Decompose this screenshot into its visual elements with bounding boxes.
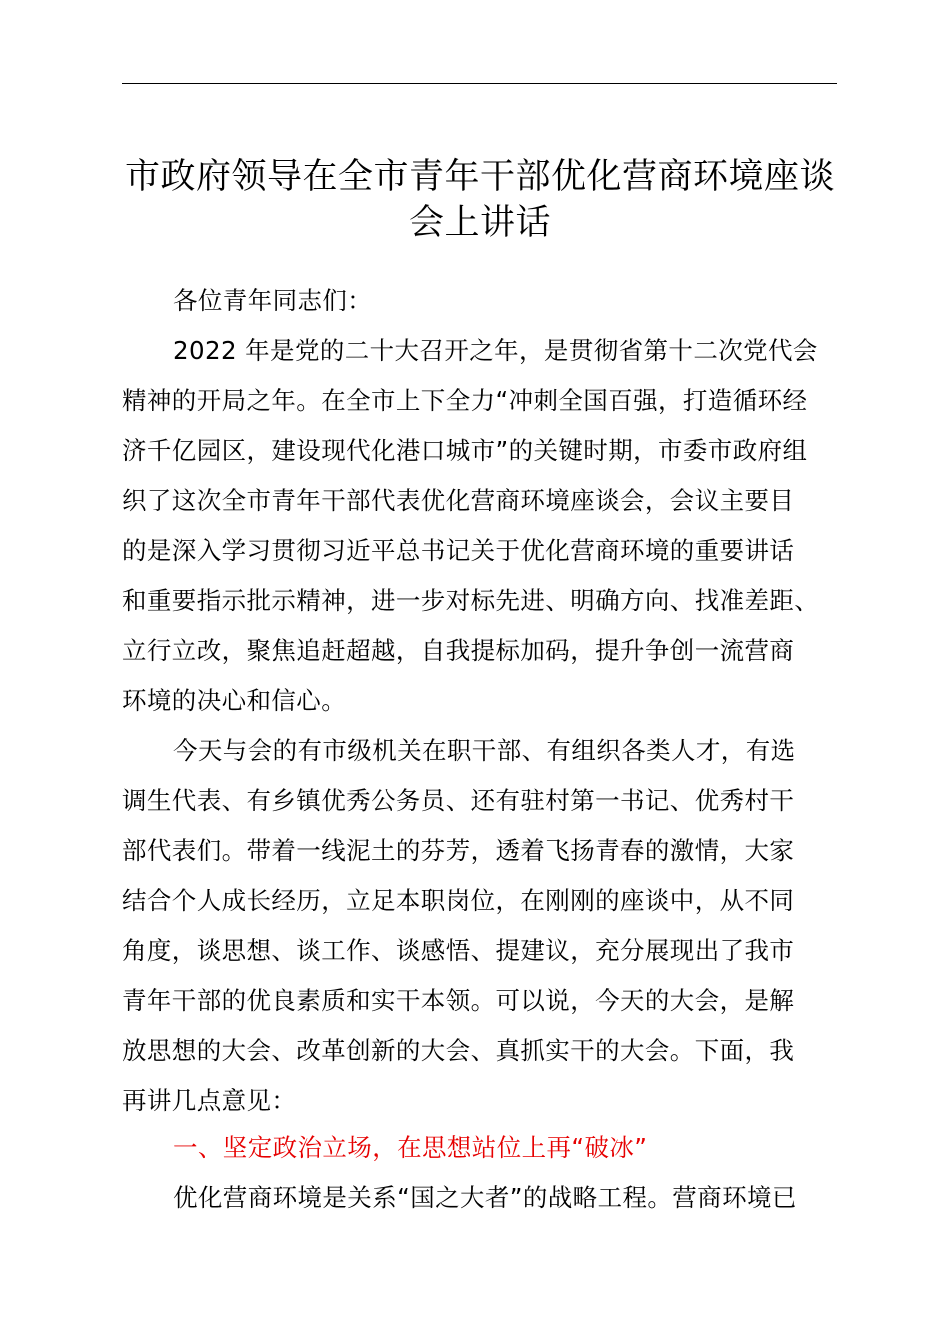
- paragraph-line: 今天与会的有市级机关在职干部、有组织各类人才，有选: [173, 736, 796, 765]
- paragraph-line: 放思想的大会、改革创新的大会、真抓实干的大会。下面，我: [122, 1036, 795, 1065]
- header-rule: [122, 83, 837, 84]
- paragraph-line: 部代表们。带着一线泥土的芬芳，透着飞扬青春的激情，大家: [122, 836, 795, 865]
- document-title-line-2: 会上讲话: [408, 203, 551, 243]
- paragraph-line: 调生代表、有乡镇优秀公务员、还有驻村第一书记、优秀村干: [122, 786, 795, 815]
- section-heading-1: 一、坚定政治立场，在思想站位上再“破冰”: [173, 1133, 648, 1162]
- paragraph-line: 优化营商环境是关系“国之大者”的战略工程。营商环境已: [173, 1183, 797, 1212]
- paragraph-line: 环境的决心和信心。: [122, 686, 347, 715]
- paragraph-line: 织了这次全市青年干部代表优化营商环境座谈会，会议主要目: [122, 486, 795, 515]
- salutation: 各位青年同志们：: [173, 286, 373, 315]
- paragraph-line: 青年干部的优良素质和实干本领。可以说，今天的大会，是解: [122, 986, 795, 1015]
- paragraph-line: 2022 年是党的二十大召开之年，是贯彻省第十二次党代会: [173, 336, 818, 365]
- paragraph-line: 角度，谈思想、谈工作、谈感悟、提建议，充分展现出了我市: [122, 936, 795, 965]
- paragraph-line: 结合个人成长经历，立足本职岗位，在刚刚的座谈中，从不同: [122, 886, 795, 915]
- paragraph-line: 再讲几点意见：: [122, 1086, 297, 1115]
- paragraph-line: 和重要指示批示精神，进一步对标先进、明确方向、找准差距、: [122, 586, 820, 615]
- document-title-line-1: 市政府领导在全市青年干部优化营商环境座谈: [124, 157, 835, 197]
- paragraph-line: 精神的开局之年。在全市上下全力“冲刺全国百强，打造循环经: [122, 386, 808, 415]
- paragraph-line: 的是深入学习贯彻习近平总书记关于优化营商环境的重要讲话: [122, 536, 795, 565]
- paragraph-line: 济千亿园区，建设现代化港口城市”的关键时期，市委市政府组: [122, 436, 808, 465]
- paragraph-line: 立行立改，聚焦追赶超越，自我提标加码，提升争创一流营商: [122, 636, 795, 665]
